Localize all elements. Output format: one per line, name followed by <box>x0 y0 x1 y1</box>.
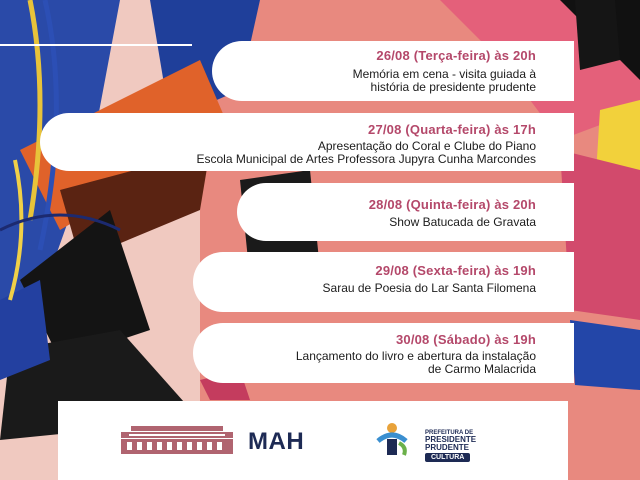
event-description: história de presidente prudente <box>370 80 536 94</box>
event-card-4 <box>193 252 574 312</box>
event-date: 27/08 (Quarta-feira) às 17h <box>368 122 536 137</box>
prefeitura-name-line1: PRESIDENTE <box>425 435 477 444</box>
mah-label: MAH <box>248 428 305 455</box>
prefeitura-name-line2: PRUDENTE <box>425 443 470 452</box>
event-description: Escola Municipal de Artes Professora Jupyra Cunha Marcondes <box>196 152 536 166</box>
event-card-1 <box>212 41 574 101</box>
event-description: de Carmo Malacrida <box>427 362 536 376</box>
event-date: 28/08 (Quinta-feira) às 20h <box>368 197 536 212</box>
event-date: 30/08 (Sábado) às 19h <box>395 332 536 347</box>
event-date: 26/08 (Terça-feira) às 20h <box>376 48 536 63</box>
footer-logos <box>58 401 568 480</box>
event-date: 29/08 (Sexta-feira) às 19h <box>375 263 536 278</box>
event-description: Sarau de Poesia do Lar Santa Filomena <box>322 281 536 295</box>
prefeitura-small-text: PREFEITURA DE <box>425 430 474 436</box>
event-description: Lançamento do livro e abertura da instalação <box>295 349 536 363</box>
event-description: Show Batucada de Gravata <box>389 215 536 229</box>
event-card-2 <box>40 113 574 171</box>
event-card-5 <box>193 323 574 383</box>
prefeitura-logo-icon <box>372 421 420 459</box>
event-card-3 <box>237 183 574 241</box>
mah-museum-logo-icon <box>121 426 233 456</box>
cultura-badge: CULTURA <box>425 453 470 462</box>
event-description: Apresentação do Coral e Clube do Piano <box>317 139 536 153</box>
event-description: Memória em cena - visita guiada à <box>352 67 536 81</box>
